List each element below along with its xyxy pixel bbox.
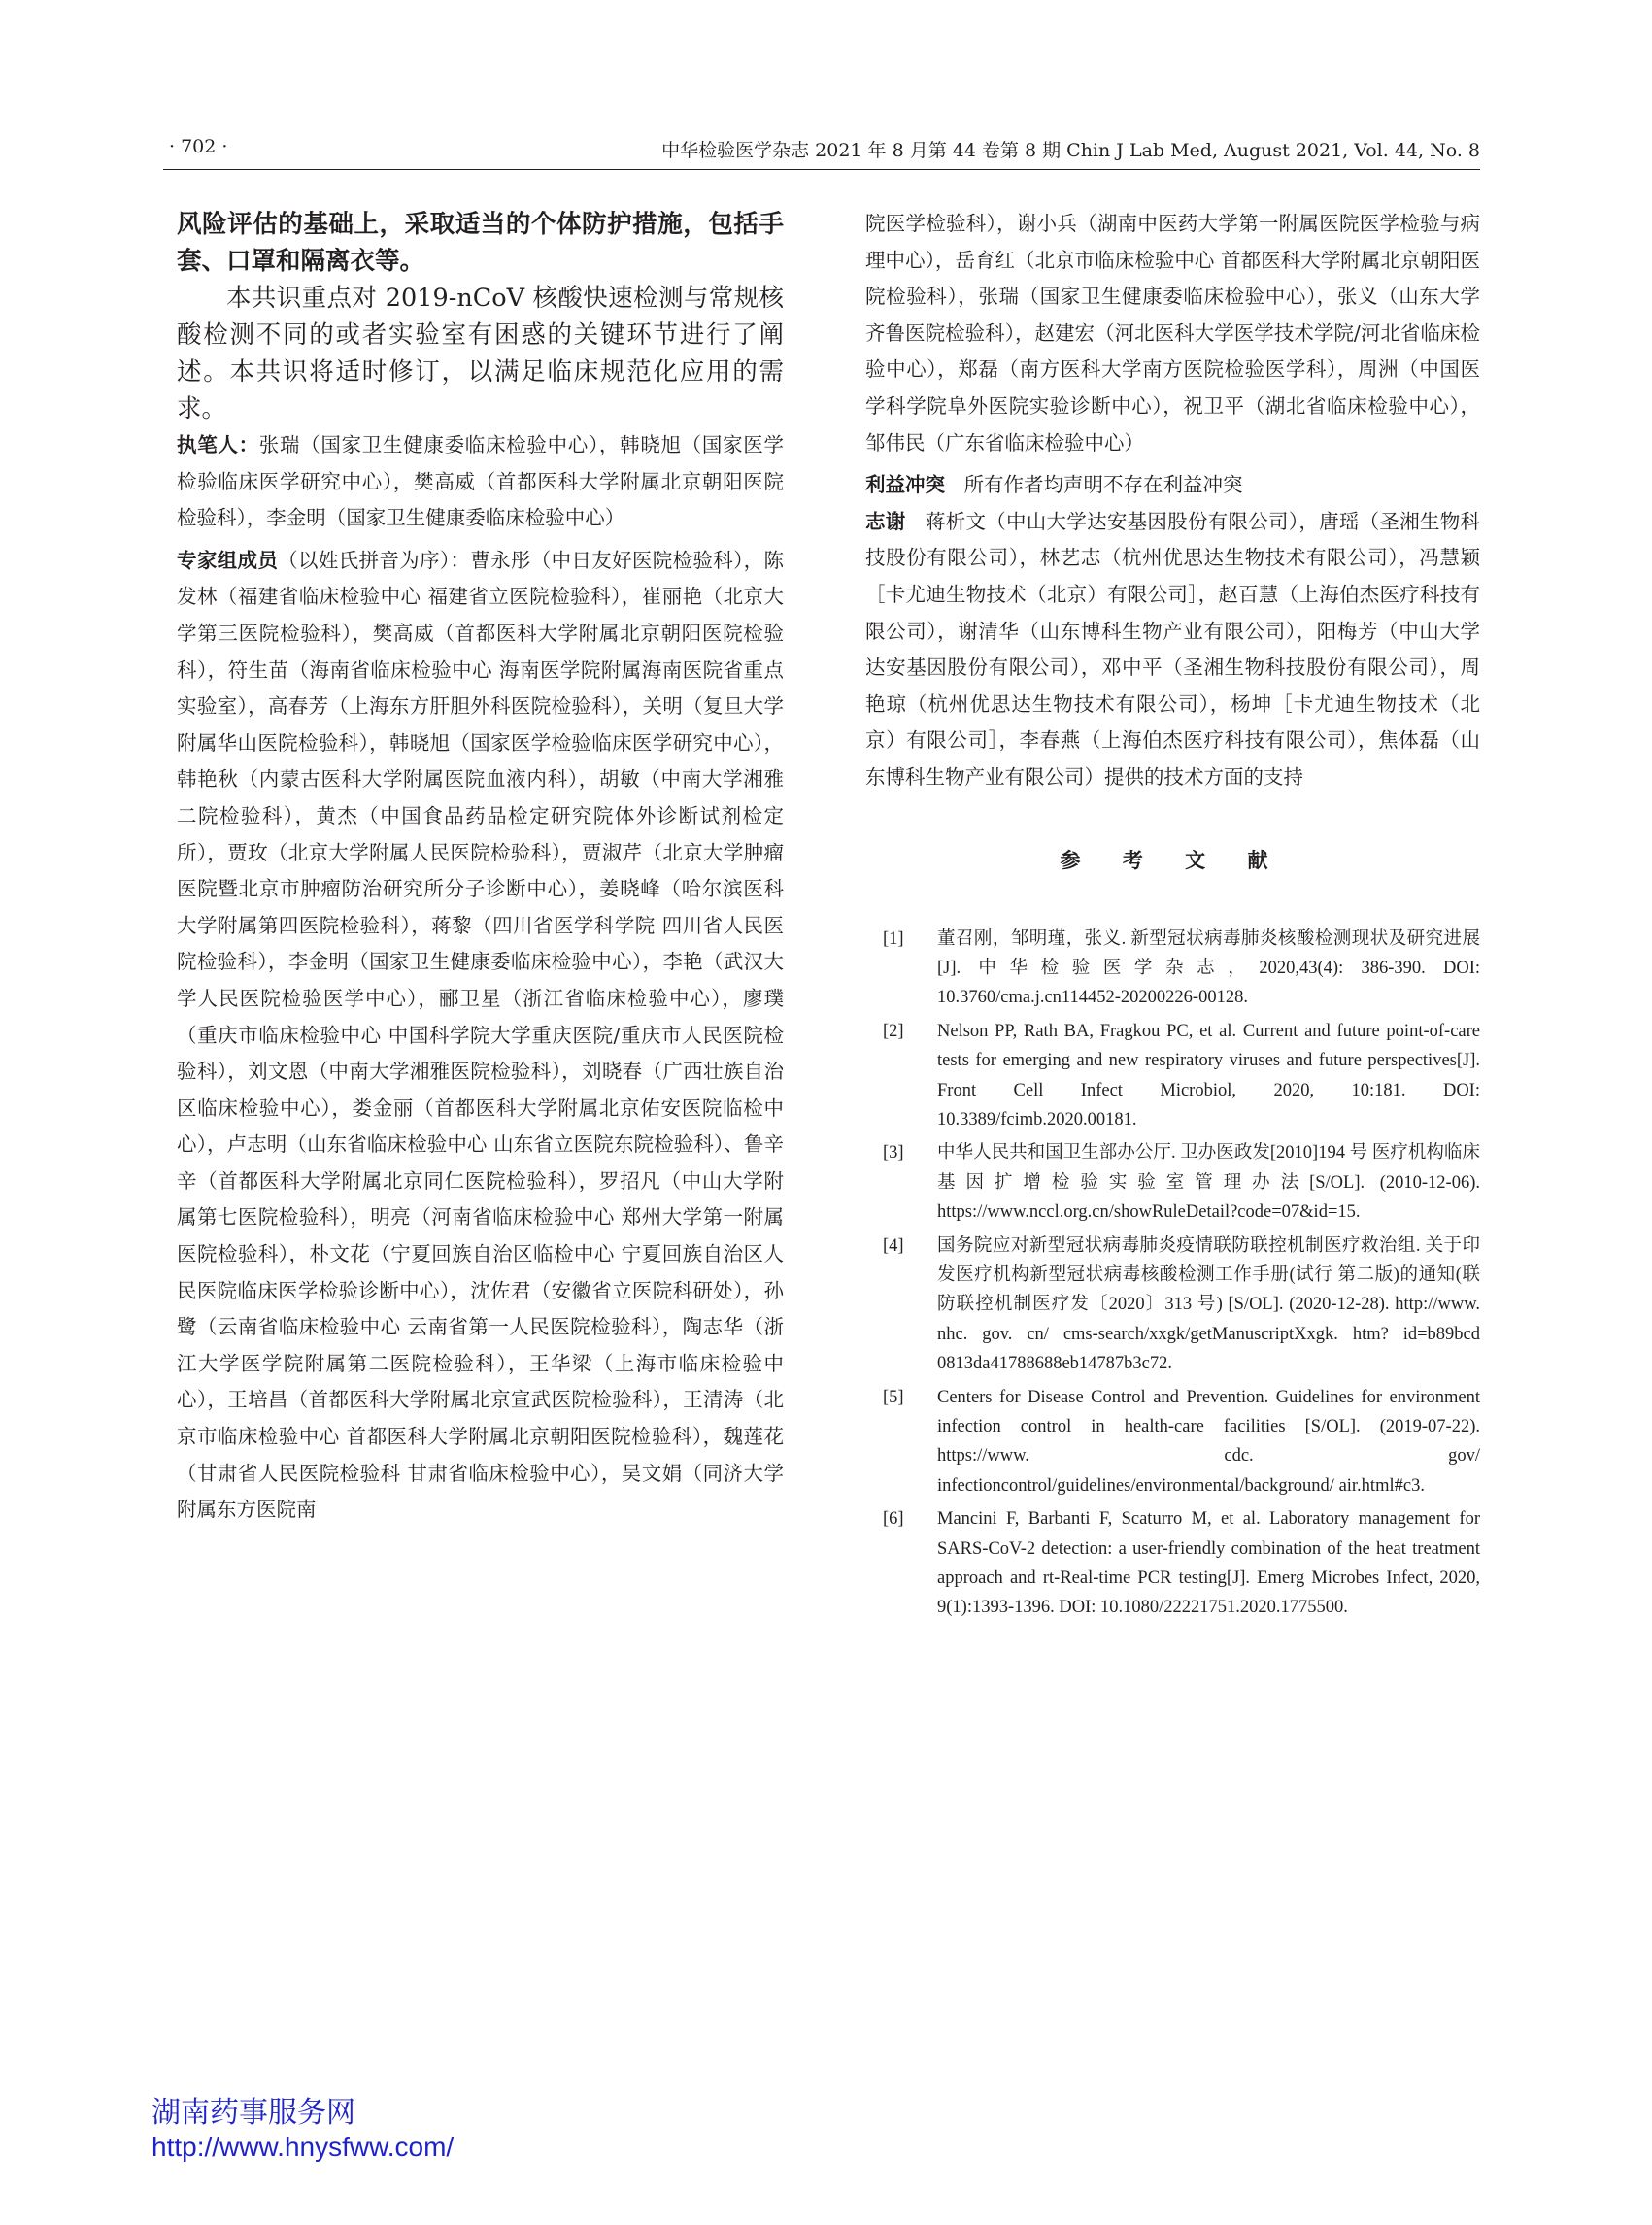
- reference-item: [865, 1383, 1480, 1501]
- reference-number: [3]: [883, 1143, 904, 1163]
- lead-paragraph: 风险评估的基础上，采取适当的个体防护措施，包括手套、口罩和隔离衣等。: [177, 210, 784, 276]
- reference-item: [865, 925, 1480, 1013]
- ack-text: 蒋析文（中山大学达安基因股份有限公司），唐瑶（圣湘生物科技股份有限公司），林艺志（杭州优思达生物技术有限公司），冯慧颖［卡尤迪生物技术（北京）有限公司］，赵百慧（上海伯杰医疗科技有限公司），谢清华（山东博科生物产业有限公司），阳梅芳（中山大学达安基因股份有限公司），邓中平（圣湘生物科技股份有限公司），周艳琼（杭州优思达生物技术有限公司），杨坤［卡尤迪生物技术（北京）有限公司］，李春燕（上海伯杰医疗科技有限公司），焦体磊（山东博科生物产业有限公司）提供的技术方面的支持: [865, 509, 1481, 789]
- reference-number: [5]: [883, 1387, 904, 1407]
- reference-text: 董召刚，邹明瑾，张义. 新型冠状病毒肺炎核酸检测现状及研究进展 [J]. 中华检验医学杂志，2020,43(4): 386-390. DOI: 10.3760/cma.j.cn114452-20200226-00128.: [937, 928, 1480, 1008]
- watermark-site-name: 湖南药事服务网: [152, 2097, 355, 2129]
- reference-item: [865, 1017, 1480, 1135]
- left-column: [177, 206, 784, 1529]
- reference-text: Nelson PP, Rath BA, Fragkou PC, et al. Current and future point-of-care tests for emerging and new respiratory viruses and future perspectives[J]. Front Cell Infect Microbiol, 2020, 10:181. DOI: 10.3389/fcimb.2020.00181.: [937, 1021, 1480, 1129]
- journal-citation-line: 中华检验医学杂志 2021 年 8 月第 44 卷第 8 期 Chin J Lab Med, August 2021, Vol. 44, No. 8: [661, 140, 1480, 161]
- authors-text: 张瑞（国家卫生健康委临床检验中心），韩晓旭（国家医学检验临床医学研究中心），樊高威（首都医科大学附属北京朝阳医院检验科），李金明（国家卫生健康委临床检验中心）: [177, 433, 785, 530]
- experts-text: （以姓氏拼音为序）：曹永彤（中日友好医院检验科），陈发林（福建省临床检验中心 福建省立医院检验科），崔丽艳（北京大学第三医院检验科），樊高威（首都医科大学附属北京朝阳医院检验科），符生苗（海南省临床检验中心 海南医学院附属海南医院省重点实验室），高春芳（上海东方肝胆外科医院检验科），关明（复旦大学附属华山医院检验科），韩晓旭（国家医学检验临床医学研究中心），韩艳秋（内蒙古医科大学附属医院血液内科），胡敏（中南大学湘雅二院检验科），黄杰（中国食品药品检定研究院体外诊断试剂检定所），贾玫（北京大学附属人民医院检验科），贾淑芹（北京大学肿瘤医院暨北京市肿瘤防治研究所分子诊断中心），姜晓峰（哈尔滨医科大学附属第四医院检验科），蒋黎（四川省医学科学院 四川省人民医院检验科），李金明（国家卫生健康委临床检验中心），李艳（武汉大学人民医院检验医学中心），郦卫星（浙江省临床检验中心），廖璞（重庆市临床检验中心 中国科学院大学重庆医院/重庆市人民医院检验科），刘文恩（中南大学湘雅医院检验科），刘晓春（广西壮族自治区临床检验中心），娄金丽（首都医科大学附属北京佑安医院临检中心），卢志明（山东省临床检验中心 山东省立医院东院检验科）、鲁辛辛（首都医科大学附属北京同仁医院检验科），罗招凡（中山大学附属第七医院检验科），明亮（河南省临床检验中心 郑州大学第一附属医院检验科），朴文花（宁夏回族自治区临检中心 宁夏回族自治区人民医院临床医学检验诊断中心），沈佐君（安徽省立医院科研处），孙鹭（云南省临床检验中心 云南省第一人民医院检验科），陶志华（浙江大学医学院附属第二医院检验科），王华梁（上海市临床检验中心），王培昌（首都医科大学附属北京宣武医院检验科），王清涛（北京市临床检验中心 首都医科大学附属北京朝阳医院检验科），魏莲花（甘肃省人民医院检验科 甘肃省临床检验中心），吴文娟（同济大学附属东方医院南: [177, 548, 785, 1522]
- reference-text: Mancini F, Barbanti F, Scaturro M, et al. Laboratory management for SARS-CoV-2 detection: a user-friendly combination of the heat treatment approach and rt-Real-time PCR testing[J]. Emerg Microbes Infect, 2020, 9(1):1393-1396. DOI: 10.1080/22221751.2020.1775500.: [937, 1509, 1480, 1618]
- experts-continued: 院医学检验科），谢小兵（湖南中医药大学第一附属医院医学检验与病理中心），岳育红（北京市临床检验中心 首都医科大学附属北京朝阳医院检验科），张瑞（国家卫生健康委临床检验中心），张义（山东大学齐鲁医院检验科），赵建宏（河北医科大学医学技术学院/河北省临床检验中心），郑磊（南方医科大学南方医院检验医学科），周洲（中国医学科学院阜外医院实验诊断中心），祝卫平（湖北省临床检验中心），邹伟民（广东省临床检验中心）: [865, 212, 1480, 455]
- page-number: · 702 ·: [169, 136, 228, 157]
- reference-item: [865, 1231, 1480, 1379]
- reference-text: 中华人民共和国卫生部办公厅. 卫办医政发[2010]194 号 医疗机构临床基因扩增检验实验室管理办法[S/OL]. (2010-12-06). https://www.nccl.org.cn/showRuleDetail?code=07&id=15.: [937, 1143, 1480, 1223]
- experts-label: 专家组成员: [177, 548, 279, 572]
- experts-paragraph: [177, 543, 784, 1529]
- reference-number: [2]: [883, 1021, 904, 1041]
- authors-paragraph: [177, 427, 784, 537]
- right-column: [865, 206, 1480, 1627]
- references-heading: 参 考 文 献: [1060, 848, 1286, 872]
- reference-text: Centers for Disease Control and Prevention. Guidelines for environment infection control in health-care facilities [S/OL]. (2019-07-22). https://www. cdc. gov/ infectioncontrol/guidelines/environmental/background/ air.html#c3.: [937, 1387, 1480, 1496]
- authors-label: 执笔人：: [177, 433, 259, 456]
- body-paragraph: 本共识重点对 2019-nCoV 核酸快速检测与常规核酸检测不同的或者实验室有困惑的关键环节进行了阐述。本共识将适时修订，以满足临床规范化应用的需求。: [177, 284, 784, 423]
- site-watermark: [152, 2096, 454, 2164]
- reference-item: [865, 1138, 1480, 1227]
- reference-number: [6]: [883, 1509, 904, 1530]
- watermark-url-link[interactable]: http://www.hnysfww.com/: [152, 2132, 455, 2162]
- coi-text: 所有作者均声明不存在利益冲突: [963, 473, 1243, 497]
- reference-item: [865, 1504, 1480, 1623]
- coi-label: 利益冲突: [865, 473, 945, 497]
- acknowledgement: [865, 504, 1480, 796]
- ack-label: 志谢: [865, 509, 906, 533]
- reference-number: [1]: [883, 928, 904, 949]
- conflict-of-interest: [865, 467, 1480, 504]
- reference-number: [4]: [883, 1235, 904, 1256]
- reference-text: 国务院应对新型冠状病毒肺炎疫情联防联控机制医疗救治组. 关于印发医疗机构新型冠状病毒核酸检测工作手册(试行 第二版)的通知(联防联控机制医疗发〔2020〕313 号) [S/OL]. (2020-12-28). http://www. nhc. gov. cn/ cms-search/xxgk/getManuscriptXxgk. htm? id=b89bcd 0813da41788688eb14787b3c72.: [937, 1235, 1480, 1374]
- running-header: [163, 134, 1480, 170]
- reference-list: [865, 925, 1480, 1623]
